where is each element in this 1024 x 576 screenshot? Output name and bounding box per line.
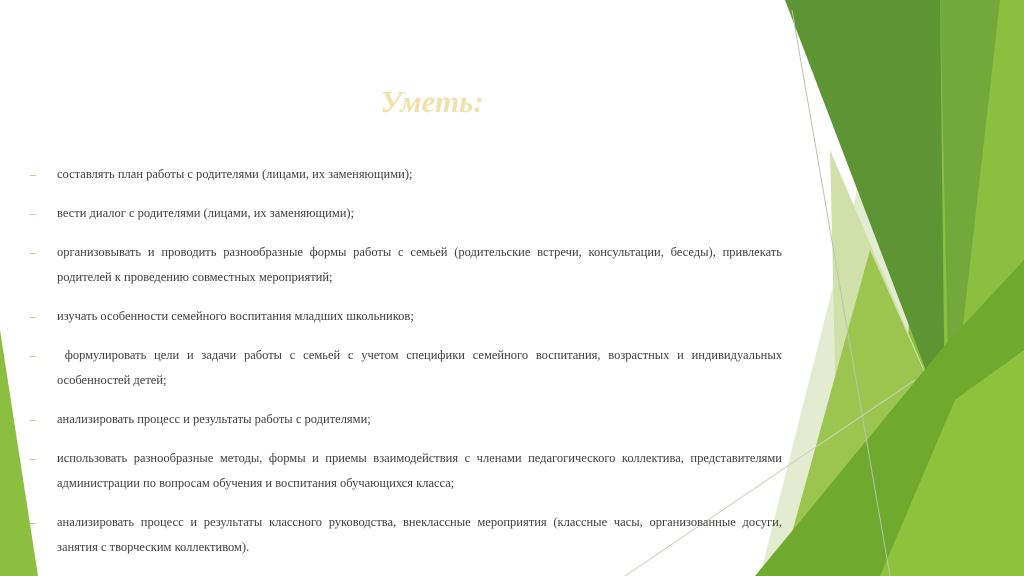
list-item-text: вести диалог с родителями (лицами, их заменяющими);	[57, 206, 355, 220]
list-item-text: использовать разнообразные методы, формы и приемы взаимодействия с членами педагогического коллектива, представителями администрации по вопросам обучения и воспитания обучающихся класса;	[57, 451, 782, 490]
bullet-dash: –	[30, 245, 36, 259]
bullet-dash: –	[30, 412, 36, 426]
bullet-dash: –	[30, 309, 36, 323]
list-item	[30, 304, 782, 329]
list-item-text: формулировать цели и задачи работы с семьей с учетом специфики семейного воспитания, возрастных и индивидуальных особенностей детей;	[57, 348, 786, 387]
list-item-text: организовывать и проводить разнообразные формы работы с семьей (родительские встречи, консультации, беседы), привлекать родителей к проведению совместных мероприятий;	[57, 245, 782, 284]
list-item	[30, 240, 782, 290]
slide-title: Уметь:	[380, 84, 484, 119]
bullet-dash: –	[30, 348, 36, 362]
list-item	[30, 407, 782, 432]
bullet-dash: –	[30, 167, 36, 181]
list-item-text: анализировать процесс и результаты классного руководства, внеклассные мероприятия (классные часы, организованные досуги, занятия с творческим коллективом).	[57, 515, 782, 554]
list-item	[30, 446, 782, 496]
bullet-dash: –	[30, 515, 36, 529]
list-item	[30, 201, 782, 226]
list-item-text: составлять план работы с родителями (лицами, их заменяющими);	[57, 167, 413, 181]
bullet-dash: –	[30, 206, 36, 220]
list-item-text: изучать особенности семейного воспитания младших школьников;	[57, 309, 414, 323]
bullet-dash: –	[30, 451, 36, 465]
list-item	[30, 343, 786, 393]
list-item	[30, 162, 782, 187]
skills-list	[30, 162, 786, 574]
list-item	[30, 510, 782, 560]
list-item-text: анализировать процесс и результаты работы с родителями;	[57, 412, 371, 426]
